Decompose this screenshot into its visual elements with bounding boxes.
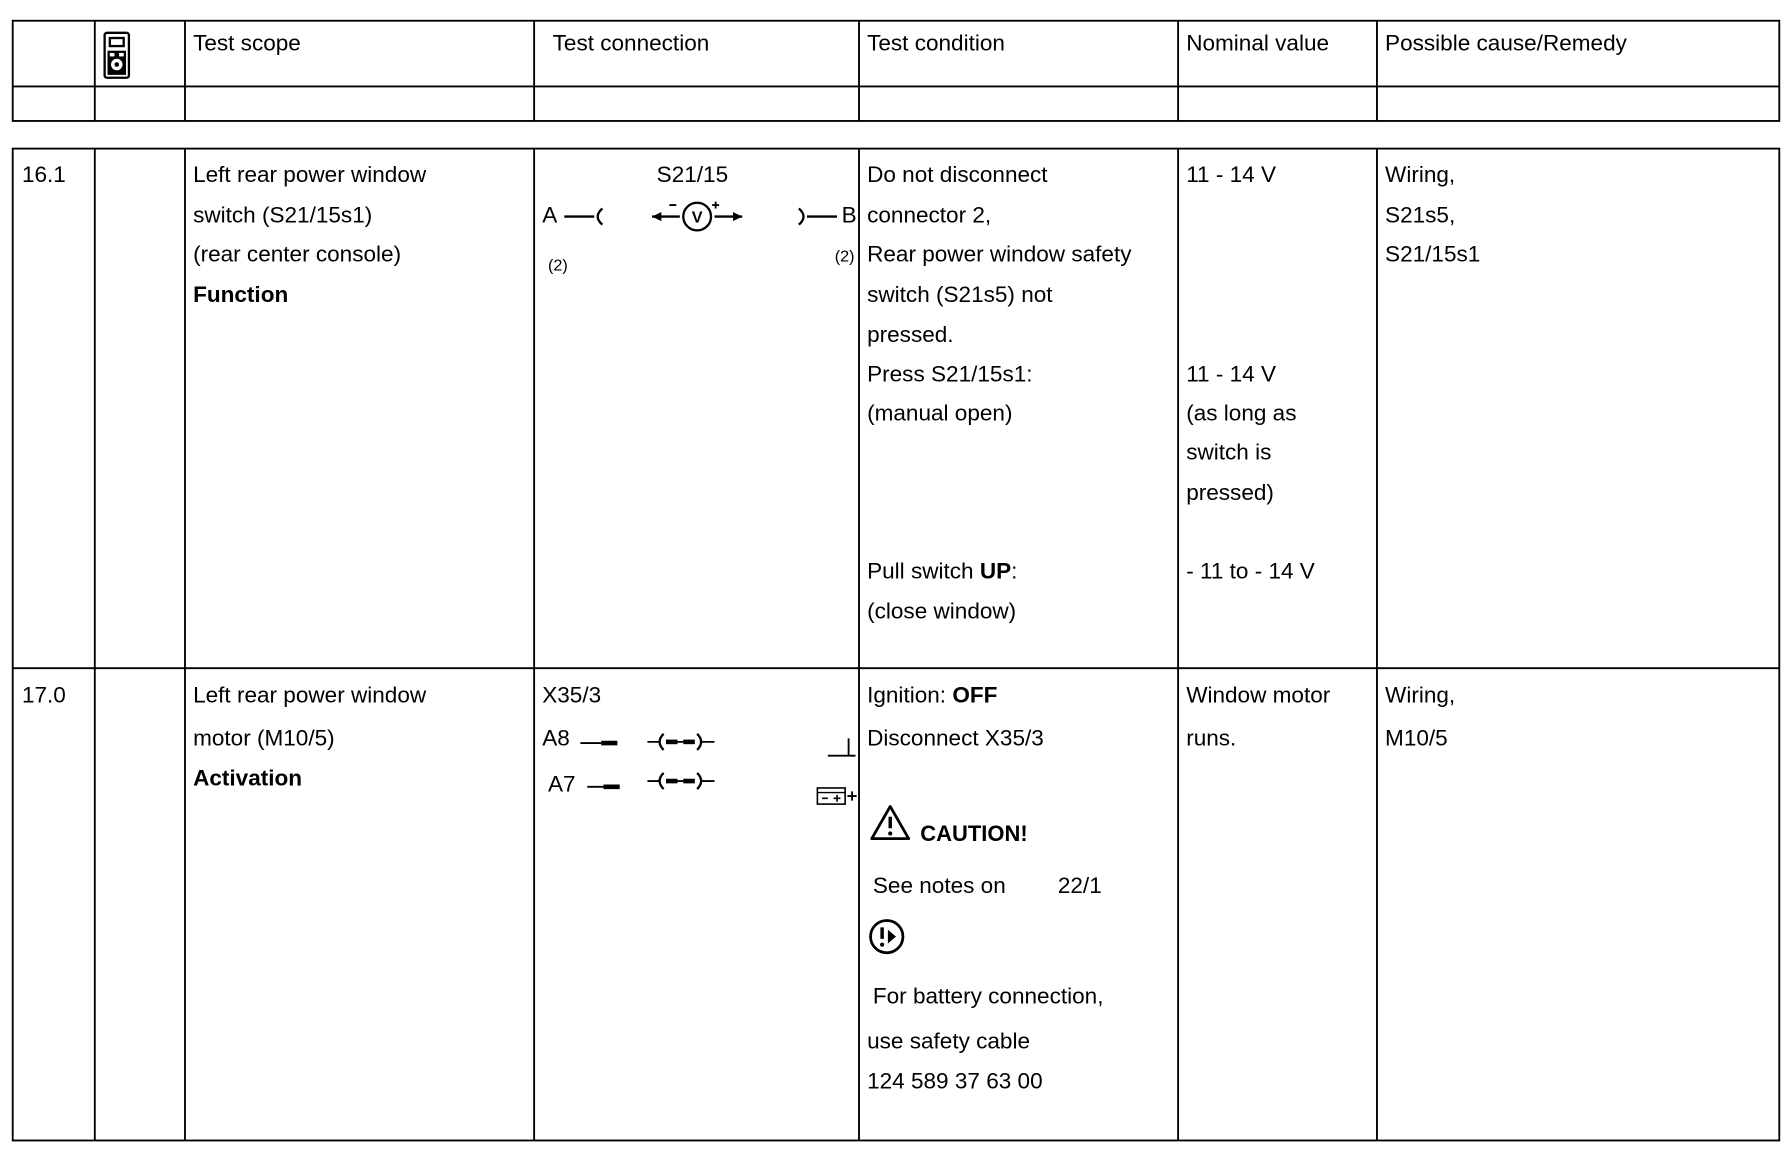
notes-text: See notes on — [872, 873, 1006, 899]
pin-a8-label: A8 — [542, 725, 570, 752]
scope-line: Left rear power window — [193, 162, 427, 188]
header-test-condition: Test condition — [867, 31, 1005, 57]
cause-line: S21/15s1 — [1385, 241, 1481, 268]
header-possible-cause: Possible cause/Remedy — [1385, 31, 1627, 57]
condition-text: Ignition: — [867, 683, 953, 709]
nominal-value: Window motor — [1186, 683, 1331, 709]
safety-cable-part-number: 124 589 37 63 00 — [867, 1069, 1043, 1095]
nominal-value: - 11 to - 14 V — [1186, 558, 1315, 585]
condition-line: Disconnect X35/3 — [867, 725, 1044, 752]
connector-label: X35/3 — [542, 683, 602, 709]
scope-line: motor (M10/5) — [193, 725, 335, 752]
pin-a7-label: A7 — [548, 771, 576, 798]
header-test-connection: Test connection — [552, 31, 710, 57]
cause-line: Wiring, — [1385, 683, 1456, 709]
condition-ignition — [867, 685, 997, 707]
connector-label: S21/15 — [656, 162, 729, 188]
condition-emphasis: UP — [979, 558, 1012, 585]
ground-icon — [823, 736, 858, 759]
condition-line: Do not disconnect — [867, 162, 1048, 188]
condition-line: Rear power window safety — [867, 241, 1132, 268]
condition-line: For battery connection, — [872, 983, 1104, 1010]
probe-plug-icon — [564, 207, 606, 225]
scope-type: Function — [193, 282, 289, 308]
header-test-scope: Test scope — [193, 31, 301, 57]
condition-line-pull-up — [867, 558, 1018, 585]
condition-line: Press S21/15s1: — [867, 361, 1033, 388]
condition-line: use safety cable — [867, 1028, 1031, 1055]
nominal-note: (as long as — [1186, 400, 1297, 427]
voltmeter-icon — [647, 198, 746, 233]
condition-line: pressed. — [867, 322, 954, 348]
condition-emphasis: OFF — [952, 683, 998, 709]
pin-a-subscript: (2) — [548, 255, 568, 275]
scope-line: Left rear power window — [193, 683, 427, 709]
nominal-note: pressed) — [1186, 480, 1274, 506]
nominal-note: switch is — [1186, 440, 1272, 466]
notes-reference: 22/1 — [1057, 873, 1102, 899]
scope-line: switch (S21/15s1) — [193, 202, 373, 229]
caution-label: CAUTION! — [920, 822, 1028, 847]
probe-socket-icon — [795, 207, 837, 225]
condition-line: switch (S21s5) not — [867, 282, 1053, 308]
warning-triangle-icon — [869, 804, 911, 841]
condition-text: Pull switch — [867, 558, 980, 585]
cause-line: Wiring, — [1385, 162, 1456, 188]
nominal-value: runs. — [1186, 725, 1237, 752]
test-lead-icon — [578, 730, 751, 753]
nominal-value: 11 - 14 V — [1186, 162, 1277, 188]
condition-line: (manual open) — [867, 400, 1013, 427]
scope-line: (rear center console) — [193, 241, 402, 268]
condition-line: (close window) — [867, 599, 1017, 625]
cause-line: M10/5 — [1385, 725, 1448, 752]
cause-line: S21s5, — [1385, 202, 1456, 229]
pin-a-label: A — [542, 202, 558, 229]
multimeter-icon — [103, 31, 131, 79]
step-number: 17.0 — [21, 683, 66, 709]
scope-type: Activation — [193, 766, 303, 792]
step-number: 16.1 — [21, 162, 66, 188]
battery-icon — [815, 785, 859, 808]
notice-icon — [867, 917, 909, 956]
condition-line: connector 2, — [867, 202, 992, 229]
condition-text: : — [1011, 558, 1018, 585]
nominal-value: 11 - 14 V — [1186, 361, 1277, 388]
pin-b-subscript: (2) — [834, 246, 855, 265]
test-lead-icon — [578, 770, 751, 793]
svg-text:V: V — [691, 208, 703, 227]
pin-b-label: B — [841, 202, 857, 229]
header-nominal-value: Nominal value — [1186, 31, 1330, 57]
